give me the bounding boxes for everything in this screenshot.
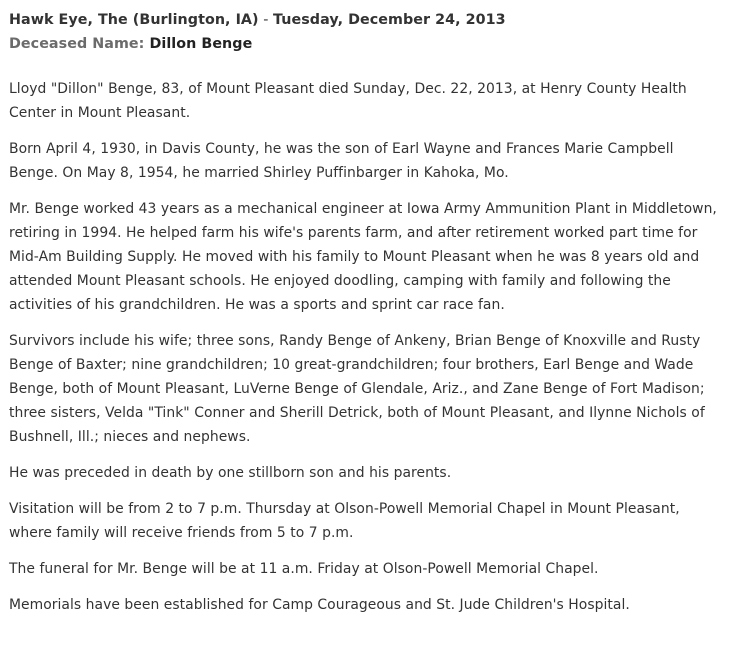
paragraph-birth-marriage: Born April 4, 1930, in Davis County, he was the son of Earl Wayne and Frances Marie Campbell Benge. On May 8, 1954, he married Shirley Puffinbarger in Kahoka, Mo. [9,141,674,181]
paragraph-memorials: Memorials have been established for Camp Courageous and St. Jude Children's Hospital. [9,597,630,613]
paragraph-death-notice: Lloyd "Dillon" Benge, 83, of Mount Pleasant died Sunday, Dec. 22, 2013, at Henry County Health Center in Mount Pleasant. [9,81,687,121]
paragraph-survivors: Survivors include his wife; three sons, Randy Benge of Ankeny, Brian Benge of Knoxville and Rusty Benge of Baxter; nine grandchildren; 10 great-grandchildren; four brothers, Earl Benge and Wade Benge, both of Mount Pleasant, LuVerne Benge of Glendale, Ariz., and Zane Benge of Fort Madison; three sisters, Velda "Tink" Conner and Sherill Detrick, both of Mount Pleasant, and Ilynne Nichols of Bushnell, Ill.; nieces and nephews. [9,333,705,445]
header-separator: - [258,12,274,28]
deceased-name: Dillon Benge [149,36,253,52]
obituary-header [9,10,730,30]
paragraph-career-life: Mr. Benge worked 43 years as a mechanical engineer at Iowa Army Ammunition Plant in Middletown, retiring in 1994. He helped farm his wife's parents farm, and after retirement worked part time for Mid-Am Building Supply. He moved with his family to Mount Pleasant when he was 8 years old and attended Mount Pleasant schools. He enjoyed doodling, camping with family and following the activities of his grandchildren. He was a sports and sprint car race fan. [9,201,717,313]
paragraph-funeral: The funeral for Mr. Benge will be at 11 a.m. Friday at Olson-Powell Memorial Chapel. [9,561,599,577]
deceased-label: Deceased Name: [9,36,145,52]
obituary-body [9,77,721,617]
newspaper-source: Hawk Eye, The (Burlington, IA) [9,12,259,28]
publication-date: Tuesday, December 24, 2013 [273,12,506,28]
paragraph-visitation: Visitation will be from 2 to 7 p.m. Thursday at Olson-Powell Memorial Chapel in Mount Pleasant, where family will receive friends from 5 to 7 p.m. [9,501,680,541]
deceased-line [9,34,730,54]
paragraph-preceded: He was preceded in death by one stillborn son and his parents. [9,465,452,481]
